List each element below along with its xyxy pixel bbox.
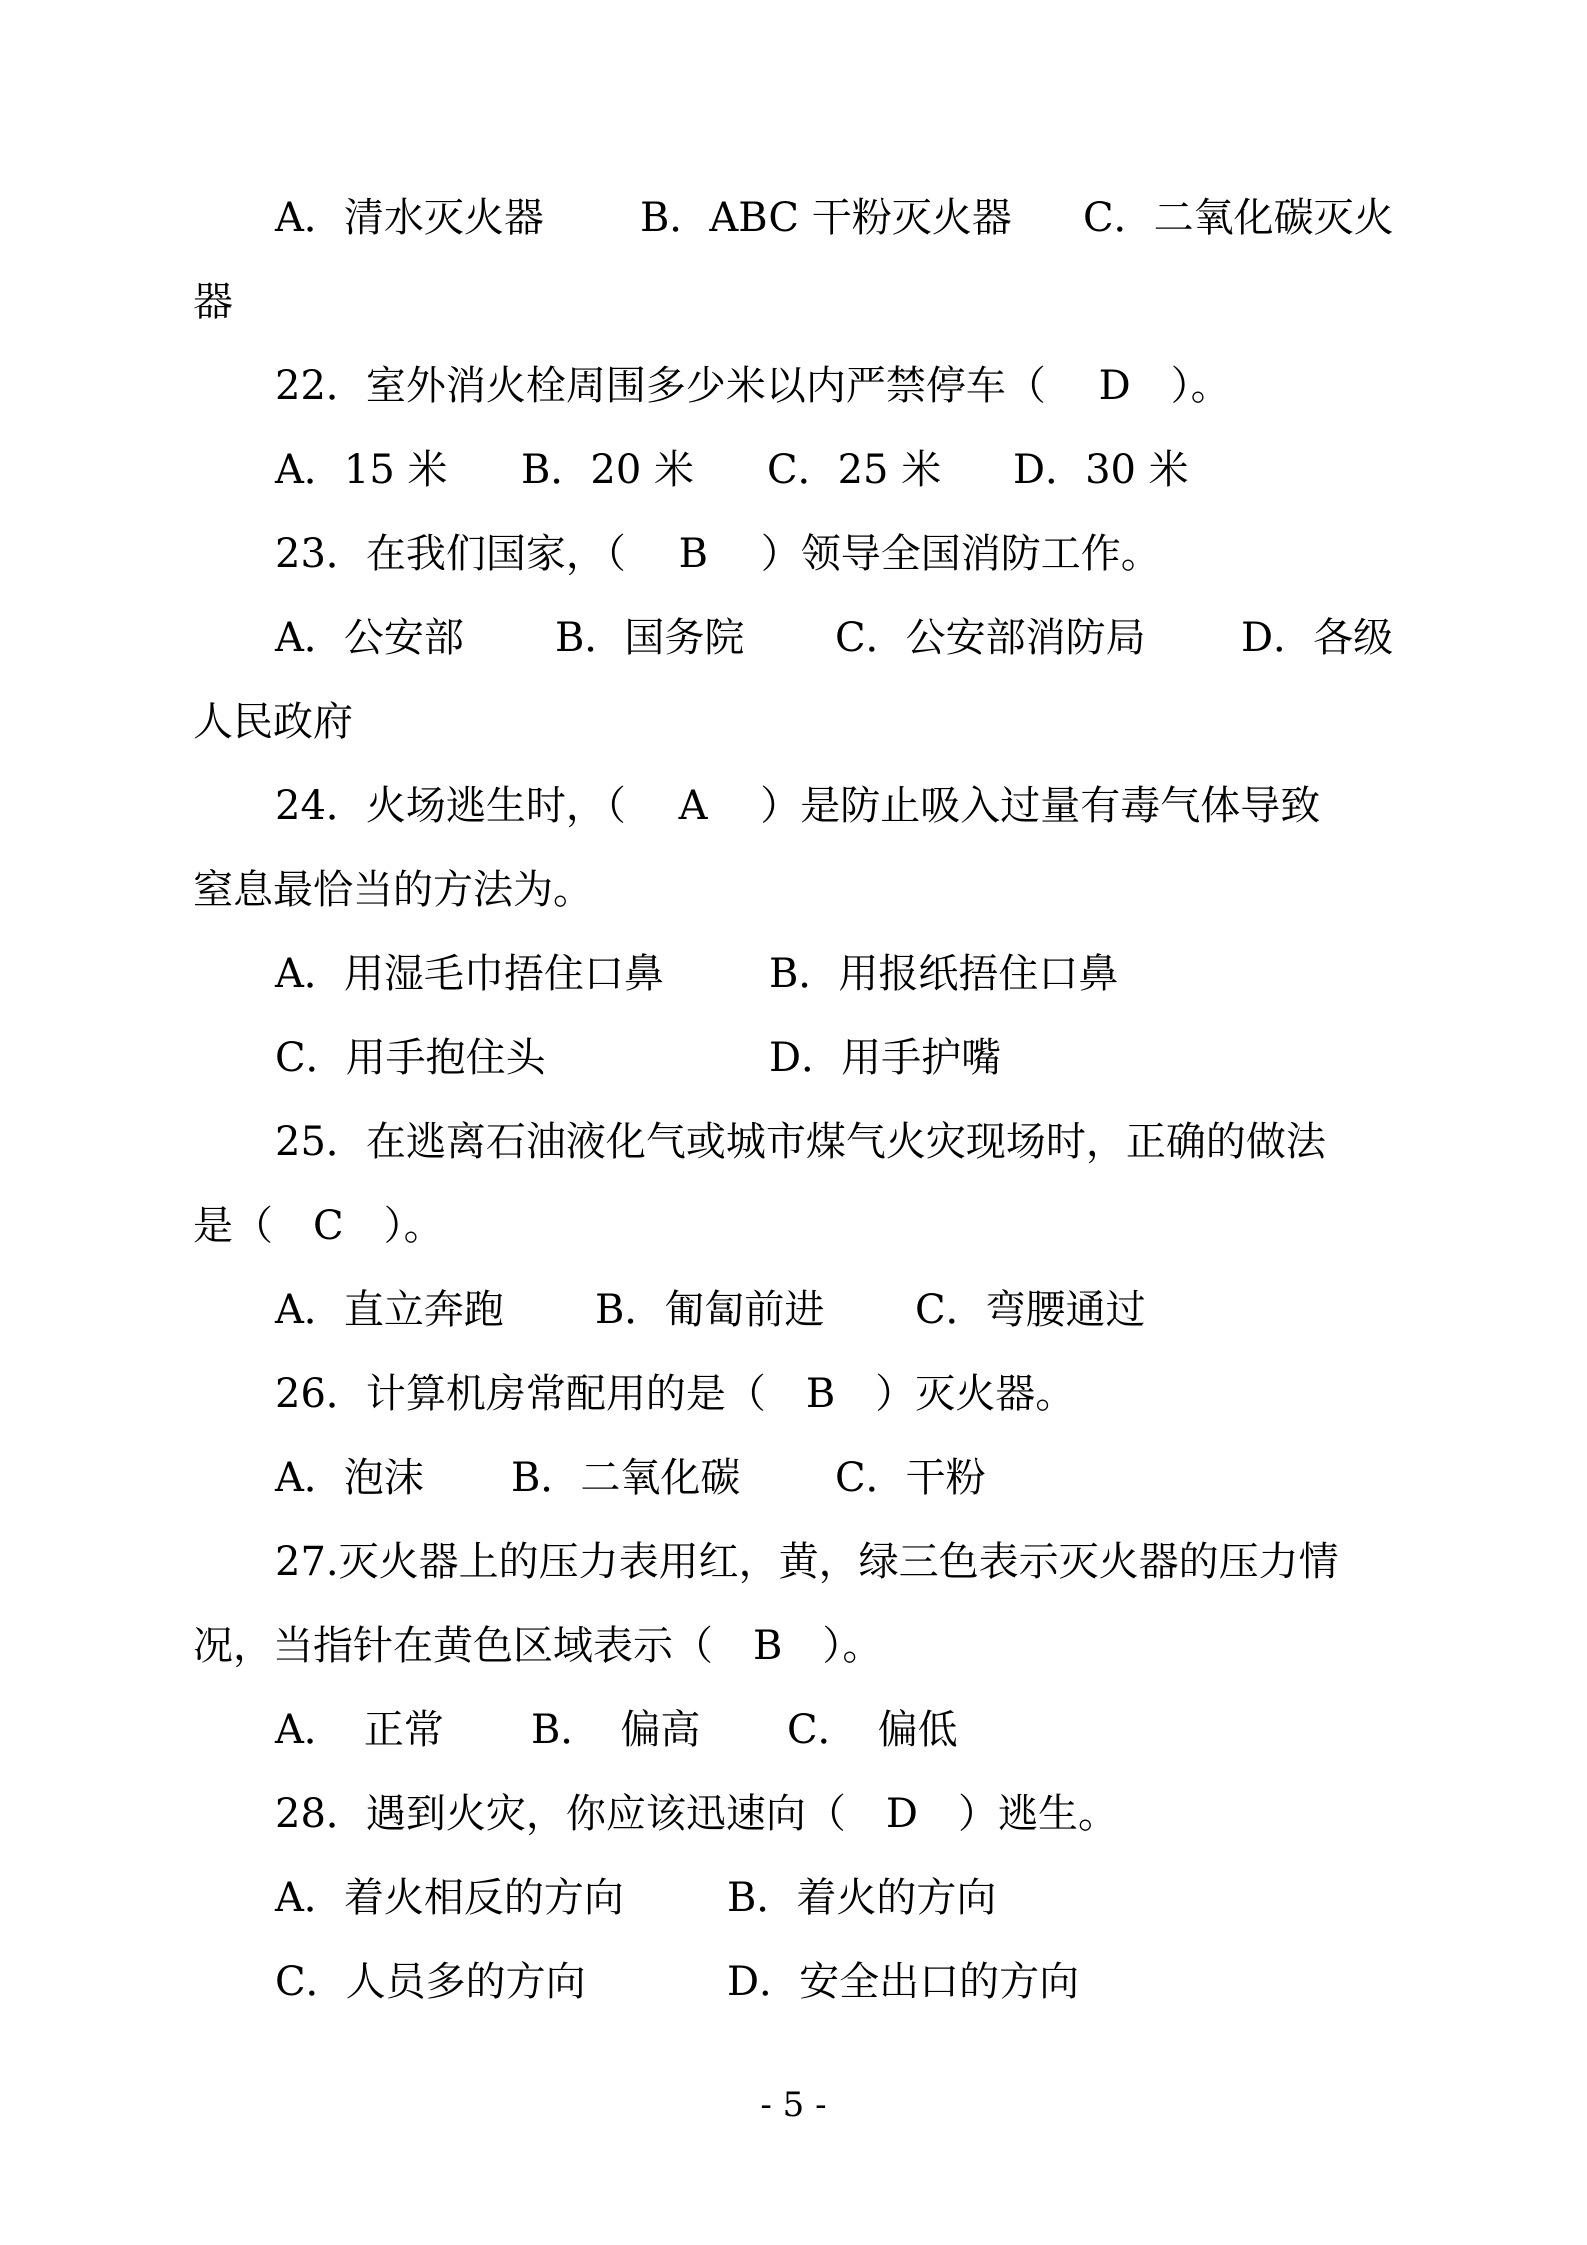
q23-option-b: B．国务院 bbox=[555, 615, 745, 661]
q25-stem-line-2: 是（ C ）。 bbox=[193, 1203, 444, 1249]
q27-options-line bbox=[275, 1700, 958, 1760]
q27-option-c: C． 偏低 bbox=[787, 1707, 958, 1753]
q21-option-c: C．二氧化碳灭火 bbox=[1083, 195, 1394, 241]
q21-option-c-wrap: 器 bbox=[193, 279, 233, 325]
q28-option-b: B．着火的方向 bbox=[727, 1875, 997, 1921]
q28-option-d: D．安全出口的方向 bbox=[727, 1959, 1080, 2005]
q24-stem-line-2: 窒息最恰当的方法为。 bbox=[193, 867, 593, 913]
q23-options-line bbox=[275, 608, 1394, 668]
q26-option-a: A．泡沫 bbox=[275, 1455, 424, 1501]
q22-option-b: B．20 米 bbox=[521, 447, 695, 493]
q23-option-d: D．各级 bbox=[1241, 615, 1394, 661]
q28-options-line-2 bbox=[275, 1952, 1080, 2012]
q23-option-a: A．公安部 bbox=[275, 615, 464, 661]
q25-stem-line-1: 25．在逃离石油液化气或城市煤气火灾现场时，正确的做法 bbox=[275, 1119, 1326, 1165]
q24-stem-line-1: 24．火场逃生时，（ A ）是防止吸入过量有毒气体导致 bbox=[275, 783, 1321, 829]
q22-options-line bbox=[275, 440, 1189, 500]
q21-option-b: B．ABC 干粉灭火器 bbox=[640, 195, 1012, 241]
q27-option-b: B． 偏高 bbox=[531, 1707, 701, 1753]
q26-stem: 26．计算机房常配用的是（ B ）灭火器。 bbox=[275, 1371, 1076, 1417]
q24-options-line-1 bbox=[275, 944, 1119, 1004]
q25-options-line bbox=[275, 1280, 1146, 1340]
q27-stem-line-2: 况，当指针在黄色区域表示（ B ）。 bbox=[193, 1623, 883, 1669]
q27-stem-line-1: 27.灭火器上的压力表用红，黄，绿三色表示灭火器的压力情 bbox=[275, 1539, 1339, 1585]
q21-options-line bbox=[275, 188, 1394, 248]
q22-option-d: D．30 米 bbox=[1013, 447, 1189, 493]
q24-option-d: D．用手护嘴 bbox=[769, 1035, 1002, 1081]
q26-options-line bbox=[275, 1448, 986, 1508]
q24-options-line-2 bbox=[275, 1028, 1002, 1088]
q26-option-b: B．二氧化碳 bbox=[511, 1455, 741, 1501]
page-number: - 5 - bbox=[760, 2085, 827, 2125]
q22-option-a: A．15 米 bbox=[275, 447, 448, 493]
q28-options-line-1 bbox=[275, 1868, 997, 1928]
q28-option-a: A．着火相反的方向 bbox=[275, 1875, 624, 1921]
q24-option-b: B．用报纸捂住口鼻 bbox=[769, 951, 1119, 997]
q26-option-c: C．干粉 bbox=[835, 1455, 986, 1501]
q28-option-c: C．人员多的方向 bbox=[275, 1959, 586, 2005]
q21-option-a: A．清水灭火器 bbox=[275, 195, 544, 241]
q23-stem: 23．在我们国家，（ B ）领导全国消防工作。 bbox=[275, 531, 1161, 577]
q25-option-b: B．匍匐前进 bbox=[595, 1287, 825, 1333]
q25-option-a: A．直立奔跑 bbox=[275, 1287, 504, 1333]
q28-stem: 28．遇到火灾，你应该迅速向（ D ）逃生。 bbox=[275, 1791, 1118, 1837]
q23-option-d-wrap: 人民政府 bbox=[193, 699, 353, 745]
q23-option-c: C．公安部消防局 bbox=[835, 615, 1146, 661]
q22-option-c: C．25 米 bbox=[767, 447, 942, 493]
q24-option-c: C．用手抱住头 bbox=[275, 1035, 546, 1081]
q22-stem: 22．室外消火栓周围多少米以内严禁停车（ D ）。 bbox=[275, 363, 1231, 409]
q25-option-c: C．弯腰通过 bbox=[915, 1287, 1146, 1333]
q27-option-a: A． 正常 bbox=[275, 1707, 444, 1753]
q24-option-a: A．用湿毛巾捂住口鼻 bbox=[275, 951, 664, 997]
